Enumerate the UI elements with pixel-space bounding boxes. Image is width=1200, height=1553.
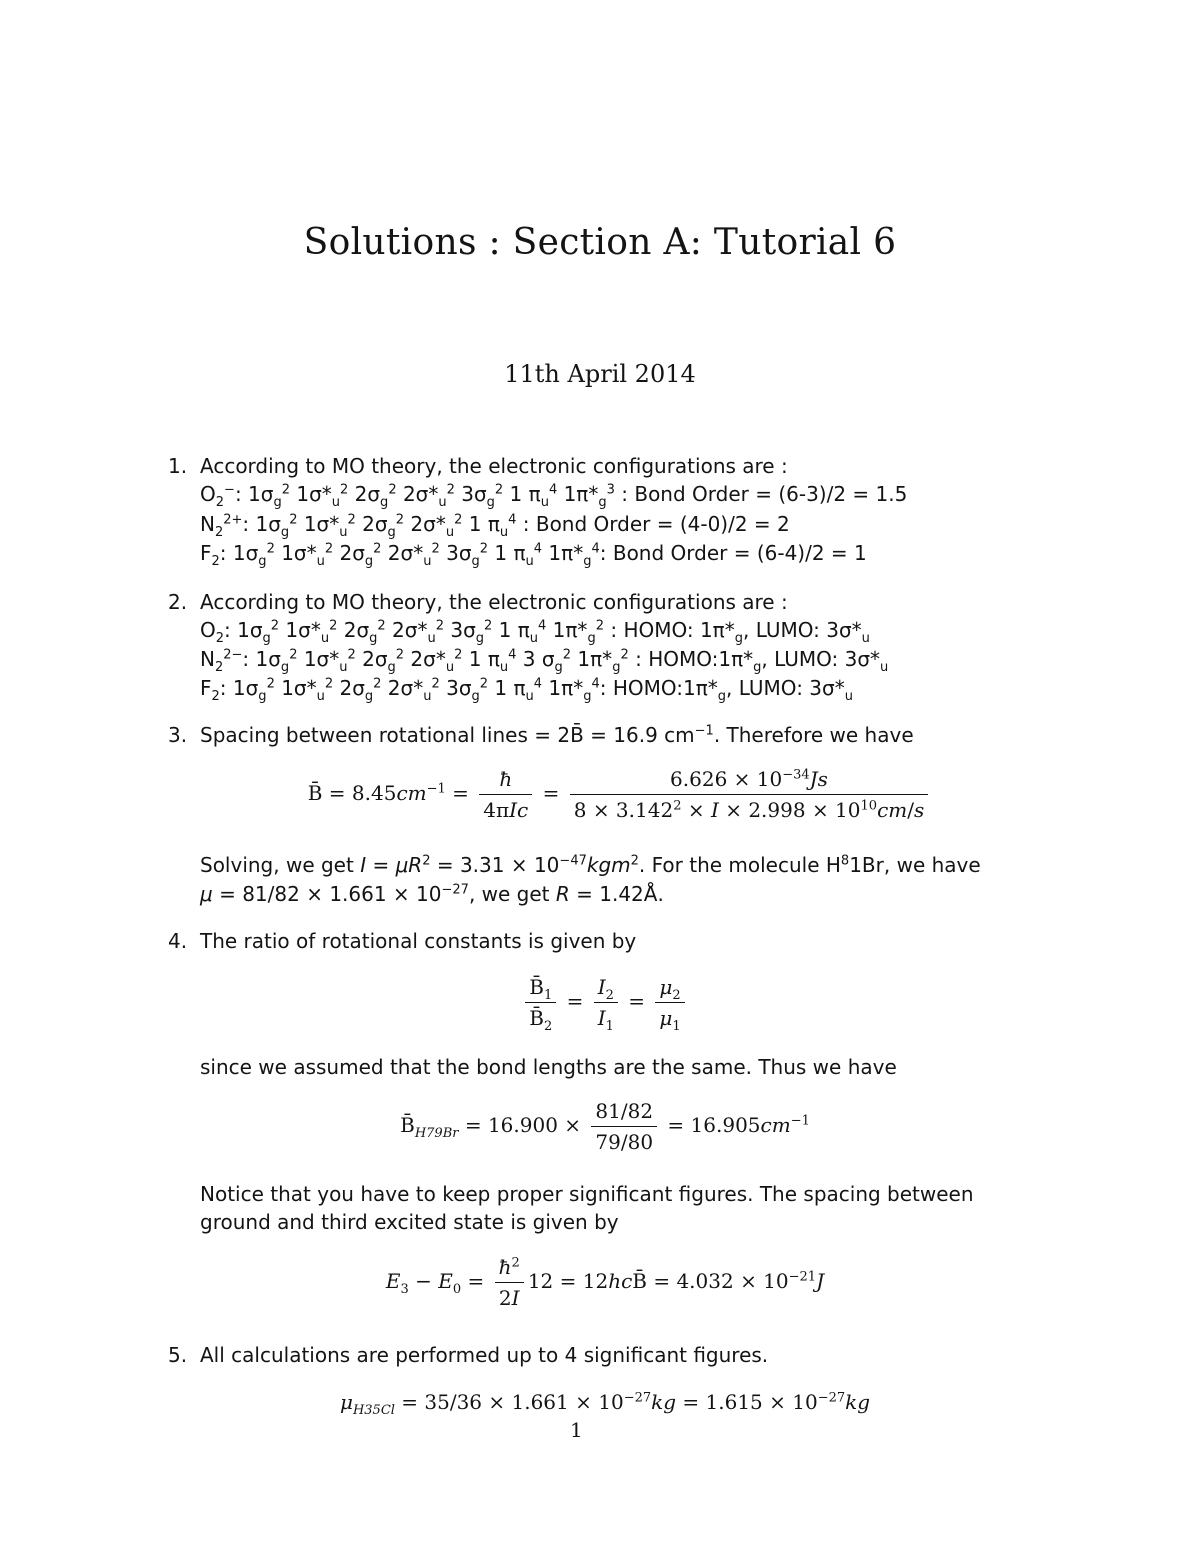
q4-ratio-equals-1: = — [566, 989, 584, 1013]
q5-intro: All calculations are performed up to 4 significant figures. — [200, 1343, 769, 1367]
q4-b-fraction — [591, 1096, 657, 1157]
q4-b-lhs: $B̄_{H79Br} = 16.900$ × — [400, 1113, 582, 1141]
q4-intro: The ratio of rotational constants is given by — [200, 929, 637, 953]
page-number: 1 — [570, 1418, 583, 1442]
q3-eq-f1-numerator: ħ — [479, 764, 532, 795]
q1-f2-config: $F_2$: $1\sigma_g^2$ $1\sigma*_u^2$ $2\sigma_g^2$ $2\sigma*_u^2$ $3\sigma_g^2$ 1 $\pi_u^4$ $1\pi*_g^4$: Bond Order = (6-4)/2 = 1 — [200, 541, 867, 569]
q3-solution-line-1: Solving, we get $I = \mu R^2 = 3.31 \times 10^{-47}kgm^2$. For the molecule $H^81Br$, we have — [200, 853, 981, 877]
q4-energy-lhs: $E_3 - E_0$ = — [385, 1269, 485, 1297]
q3-rotational-constant-equation — [230, 764, 1010, 825]
q2-o2-config: $O_2$: $1\sigma_g^2$ $1\sigma*_u^2$ $2\sigma_g^2$ $2\sigma*_u^2$ $3\sigma_g^2$ 1 $\pi_u^4$ $1\pi*_g^2$ : HOMO: $1\pi*_g$, LUMO: $3\sigma*_u$ — [200, 618, 870, 646]
document-date: 11th April 2014 — [504, 360, 696, 388]
q2-f2-config: $F_2$: $1\sigma_g^2$ $1\sigma*_u^2$ $2\sigma_g^2$ $2\sigma*_u^2$ $3\sigma_g^2$ 1 $\pi_u^4$ $1\pi*_g^4$: $HOMO:1\pi*_g$, LUMO: $3\sigma*_u$ — [200, 676, 853, 704]
q4-energy-fraction — [495, 1252, 524, 1313]
q4-spacing-note: ground and third excited state is given by — [200, 1210, 619, 1234]
q3-eq-f2-numerator: $6.626 \times 10^{-34}Js$ — [570, 764, 929, 795]
q4-bond-length-note: since we assumed that the bond lengths are the same. Thus we have — [200, 1055, 897, 1079]
q4-ratio-fraction-1 — [525, 972, 556, 1033]
q3-eq-fraction-2 — [570, 764, 929, 825]
q1-o2minus-config: $O_2^-$: $1\sigma_g^2$ $1\sigma*_u^2$ $2\sigma_g^2$ $2\sigma*_u^2$ $3\sigma_g^2$ 1 $\pi_u^4$ $1\pi*_g^3$ : Bond Order = (6-3)/2 = 1.5 — [200, 482, 908, 510]
q4-ratio-f2-denominator: $I_1$ — [597, 1006, 614, 1034]
q4-b-h79br-equation — [200, 1096, 1010, 1157]
q5-number: 5. — [168, 1343, 188, 1367]
q4-b-denominator: 79/80 — [595, 1130, 654, 1154]
q3-intro: Spacing between rotational lines = 2B̄ = 16.9 $cm^{-1}$. Therefore we have — [200, 723, 914, 747]
q4-ratio-equals-2: = — [628, 989, 646, 1013]
page-title: Solutions : Section A: Tutorial 6 — [303, 222, 897, 263]
q4-b-numerator: 81/82 — [591, 1096, 657, 1127]
q3-number: 3. — [168, 723, 188, 747]
q1-intro: According to MO theory, the electronic configurations are : — [200, 454, 788, 478]
q3-eq-fraction-1 — [479, 764, 532, 825]
q4-number: 4. — [168, 929, 188, 953]
q3-eq-lhs: B̄ = $8.45cm^{-1}$ = — [307, 781, 469, 805]
q2-n2-2minus-config: $N_2^{2-}$: $1\sigma_g^2$ $1\sigma*_u^2$ $2\sigma_g^2$ $2\sigma*_u^2$ 1 $\pi_u^4$ 3 $\sigma_g^2$ $1\pi*_g^2$ : $HOMO:1\pi*_g$, LUMO: $3\sigma*_u$ — [200, 647, 889, 675]
q2-number: 2. — [168, 590, 188, 614]
q4-ratio-f1-numerator: $B̄_1$ — [525, 972, 556, 1003]
q4-ratio-fraction-2 — [594, 972, 618, 1033]
q3-solution-line-2: $\mu = 81/82 \times 1.661 \times 10^{-27}$, we get R = 1.42Å. — [200, 882, 664, 906]
q4-ratio-f2-numerator: $I_2$ — [594, 972, 618, 1003]
q4-ratio-f3-numerator: $\mu_2$ — [655, 972, 684, 1003]
q4-ratio-f3-denominator: $\mu_1$ — [659, 1006, 681, 1034]
q4-significant-figures-note: Notice that you have to keep proper significant figures. The spacing between — [200, 1182, 974, 1206]
q3-eq-f1-denominator: 4πIc — [483, 798, 529, 822]
q1-number: 1. — [168, 454, 188, 478]
q4-ratio-f1-denominator: $B̄_2$ — [529, 1006, 553, 1034]
q4-energy-equation — [200, 1252, 1010, 1313]
q3-eq-equals: = — [542, 781, 560, 805]
q4-energy-denominator: 2I — [498, 1286, 520, 1310]
q5-reduced-mass-equation: $\mu_{H35Cl} = 35/36 \times 1.661 \times 10^{-27}kg = 1.615 \times 10^{-27}kg$ — [339, 1390, 871, 1418]
q4-ratio-fraction-3 — [655, 972, 684, 1033]
q3-eq-f2-denominator: $8 \times 3.142^2 \times I \times 2.998 \times 10^{10}cm/s$ — [573, 798, 925, 822]
q4-b-rhs: = $16.905cm^{-1}$ — [667, 1113, 810, 1137]
q2-intro: According to MO theory, the electronic configurations are : — [200, 590, 788, 614]
q4-energy-numerator: $ħ^2$ — [495, 1252, 524, 1283]
q4-ratio-equation — [200, 972, 1010, 1033]
q4-energy-rhs: 12 = 12hcB̄ = $4.032 \times 10^{-21}J$ — [527, 1269, 825, 1293]
q1-n2-2plus-config: $N_2^{2+}$: $1\sigma_g^2$ $1\sigma*_u^2$ $2\sigma_g^2$ $2\sigma*_u^2$ 1 $\pi_u^4$ : Bond Order = (4-0)/2 = 2 — [200, 512, 790, 540]
